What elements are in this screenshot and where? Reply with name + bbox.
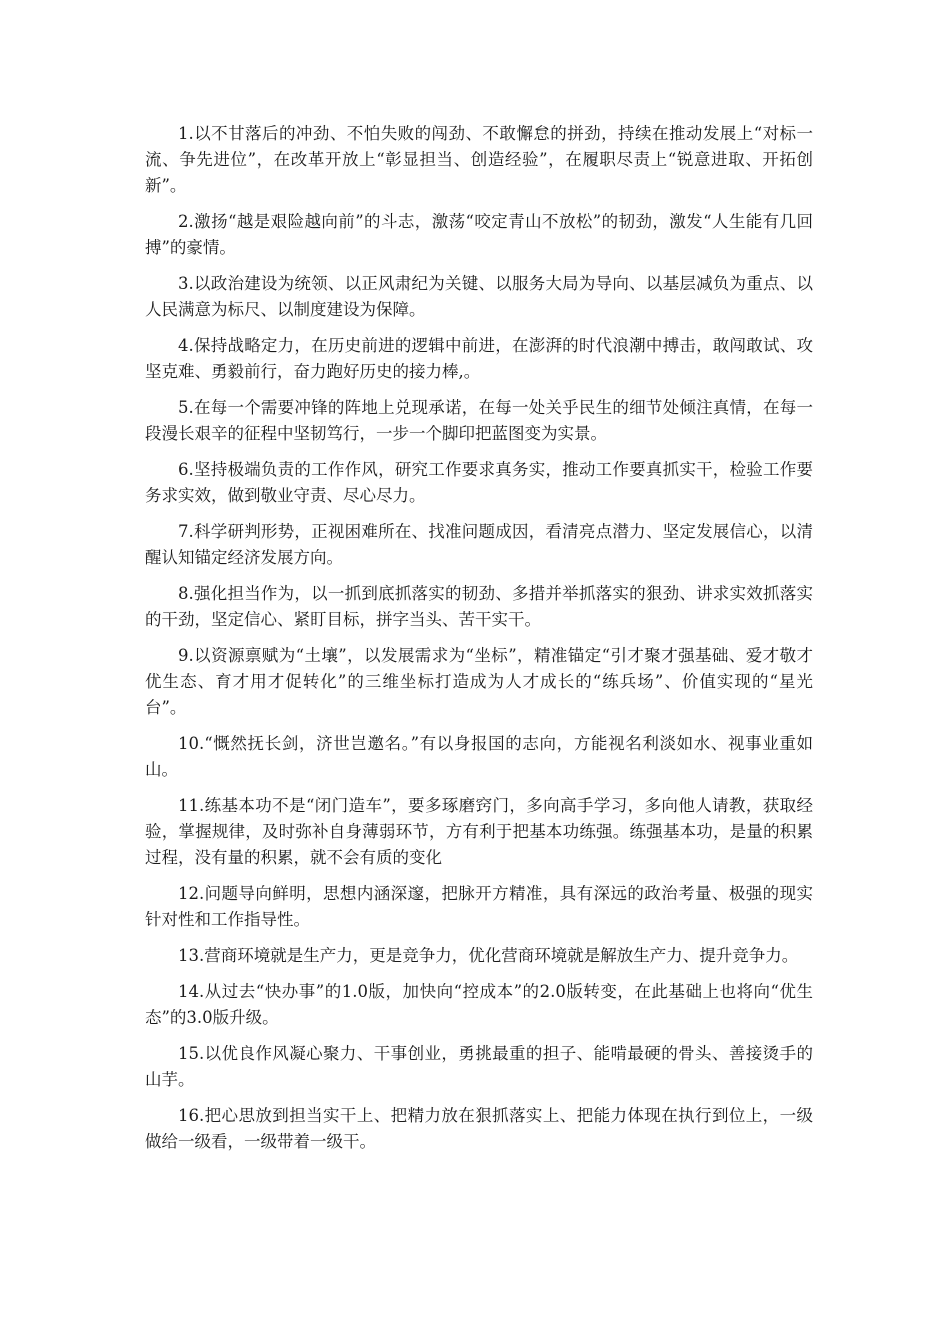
paragraph-15: 15.以优良作风凝心聚力、干事创业，勇挑最重的担子、能啃最硬的骨头、善接烫手的山芋。 [145, 1044, 813, 1089]
paragraph-4: 4.保持战略定力，在历史前进的逻辑中前进，在澎湃的时代浪潮中搏击，敢闯敢试、攻坚克难、勇毅前行，奋力跑好历史的接力棒,。 [145, 336, 813, 381]
paragraph-8: 8.强化担当作为，以一抓到底抓落实的韧劲、多措并举抓落实的狠劲、讲求实效抓落实的干劲，坚定信心、紧盯目标，拼字当头、苦干实干。 [145, 584, 813, 629]
paragraph-1: 1.以不甘落后的冲劲、不怕失败的闯劲、不敢懈怠的拼劲，持续在推动发展上“对标一流、争先进位”，在改革开放上“彰显担当、创造经验”，在履职尽责上“锐意进取、开拓创新”。 [145, 124, 813, 195]
paragraph-7: 7.科学研判形势，正视困难所在、找准问题成因，看清亮点潜力、坚定发展信心，以清醒认知锚定经济发展方向。 [145, 522, 813, 567]
paragraph-16: 16.把心思放到担当实干上、把精力放在狠抓落实上、把能力体现在执行到位上，一级做给一级看，一级带着一级干。 [145, 1106, 813, 1151]
paragraph-6: 6.坚持极端负责的工作作风，研究工作要求真务实，推动工作要真抓实干，检验工作要务求实效，做到敬业守责、尽心尽力。 [145, 460, 813, 505]
document-body [145, 121, 813, 1165]
paragraph-14: 14.从过去“快办事”的1.0版，加快向“控成本”的2.0版转变，在此基础上也将向“优生态”的3.0版升级。 [145, 982, 813, 1027]
paragraph-2: 2.激扬“越是艰险越向前”的斗志，激荡“咬定青山不放松”的韧劲，激发“人生能有几回搏”的豪情。 [145, 212, 813, 257]
paragraph-9: 9.以资源禀赋为“土壤”，以发展需求为“坐标”，精准锚定“引才聚才强基础、爱才敬才优生态、育才用才促转化”的三维坐标打造成为人才成长的“练兵场”、价值实现的“星光台”。 [145, 646, 813, 717]
paragraph-13: 13.营商环境就是生产力，更是竞争力，优化营商环境就是解放生产力、提升竞争力。 [178, 946, 799, 965]
paragraph-12: 12.问题导向鲜明，思想内涵深邃，把脉开方精准，具有深远的政治考量、极强的现实针对性和工作指导性。 [145, 884, 813, 929]
paragraph-5: 5.在每一个需要冲锋的阵地上兑现承诺，在每一处关乎民生的细节处倾注真情，在每一段漫长艰辛的征程中坚韧笃行，一步一个脚印把蓝图变为实景。 [145, 398, 813, 443]
paragraph-11: 11.练基本功不是“闭门造车”，要多琢磨窍门，多向高手学习，多向他人请教，获取经验，掌握规律，及时弥补自身薄弱环节，方有利于把基本功练强。练强基本功，是量的积累过程，没有量的积累，就不会有质的变化 [145, 796, 813, 867]
paragraph-10: 10.“慨然抚长剑，济世岂邀名。”有以身报国的志向，方能视名利淡如水、视事业重如山。 [145, 734, 813, 779]
paragraph-3: 3.以政治建设为统领、以正风肃纪为关键、以服务大局为导向、以基层减负为重点、以人民满意为标尺、以制度建设为保障。 [145, 274, 813, 319]
